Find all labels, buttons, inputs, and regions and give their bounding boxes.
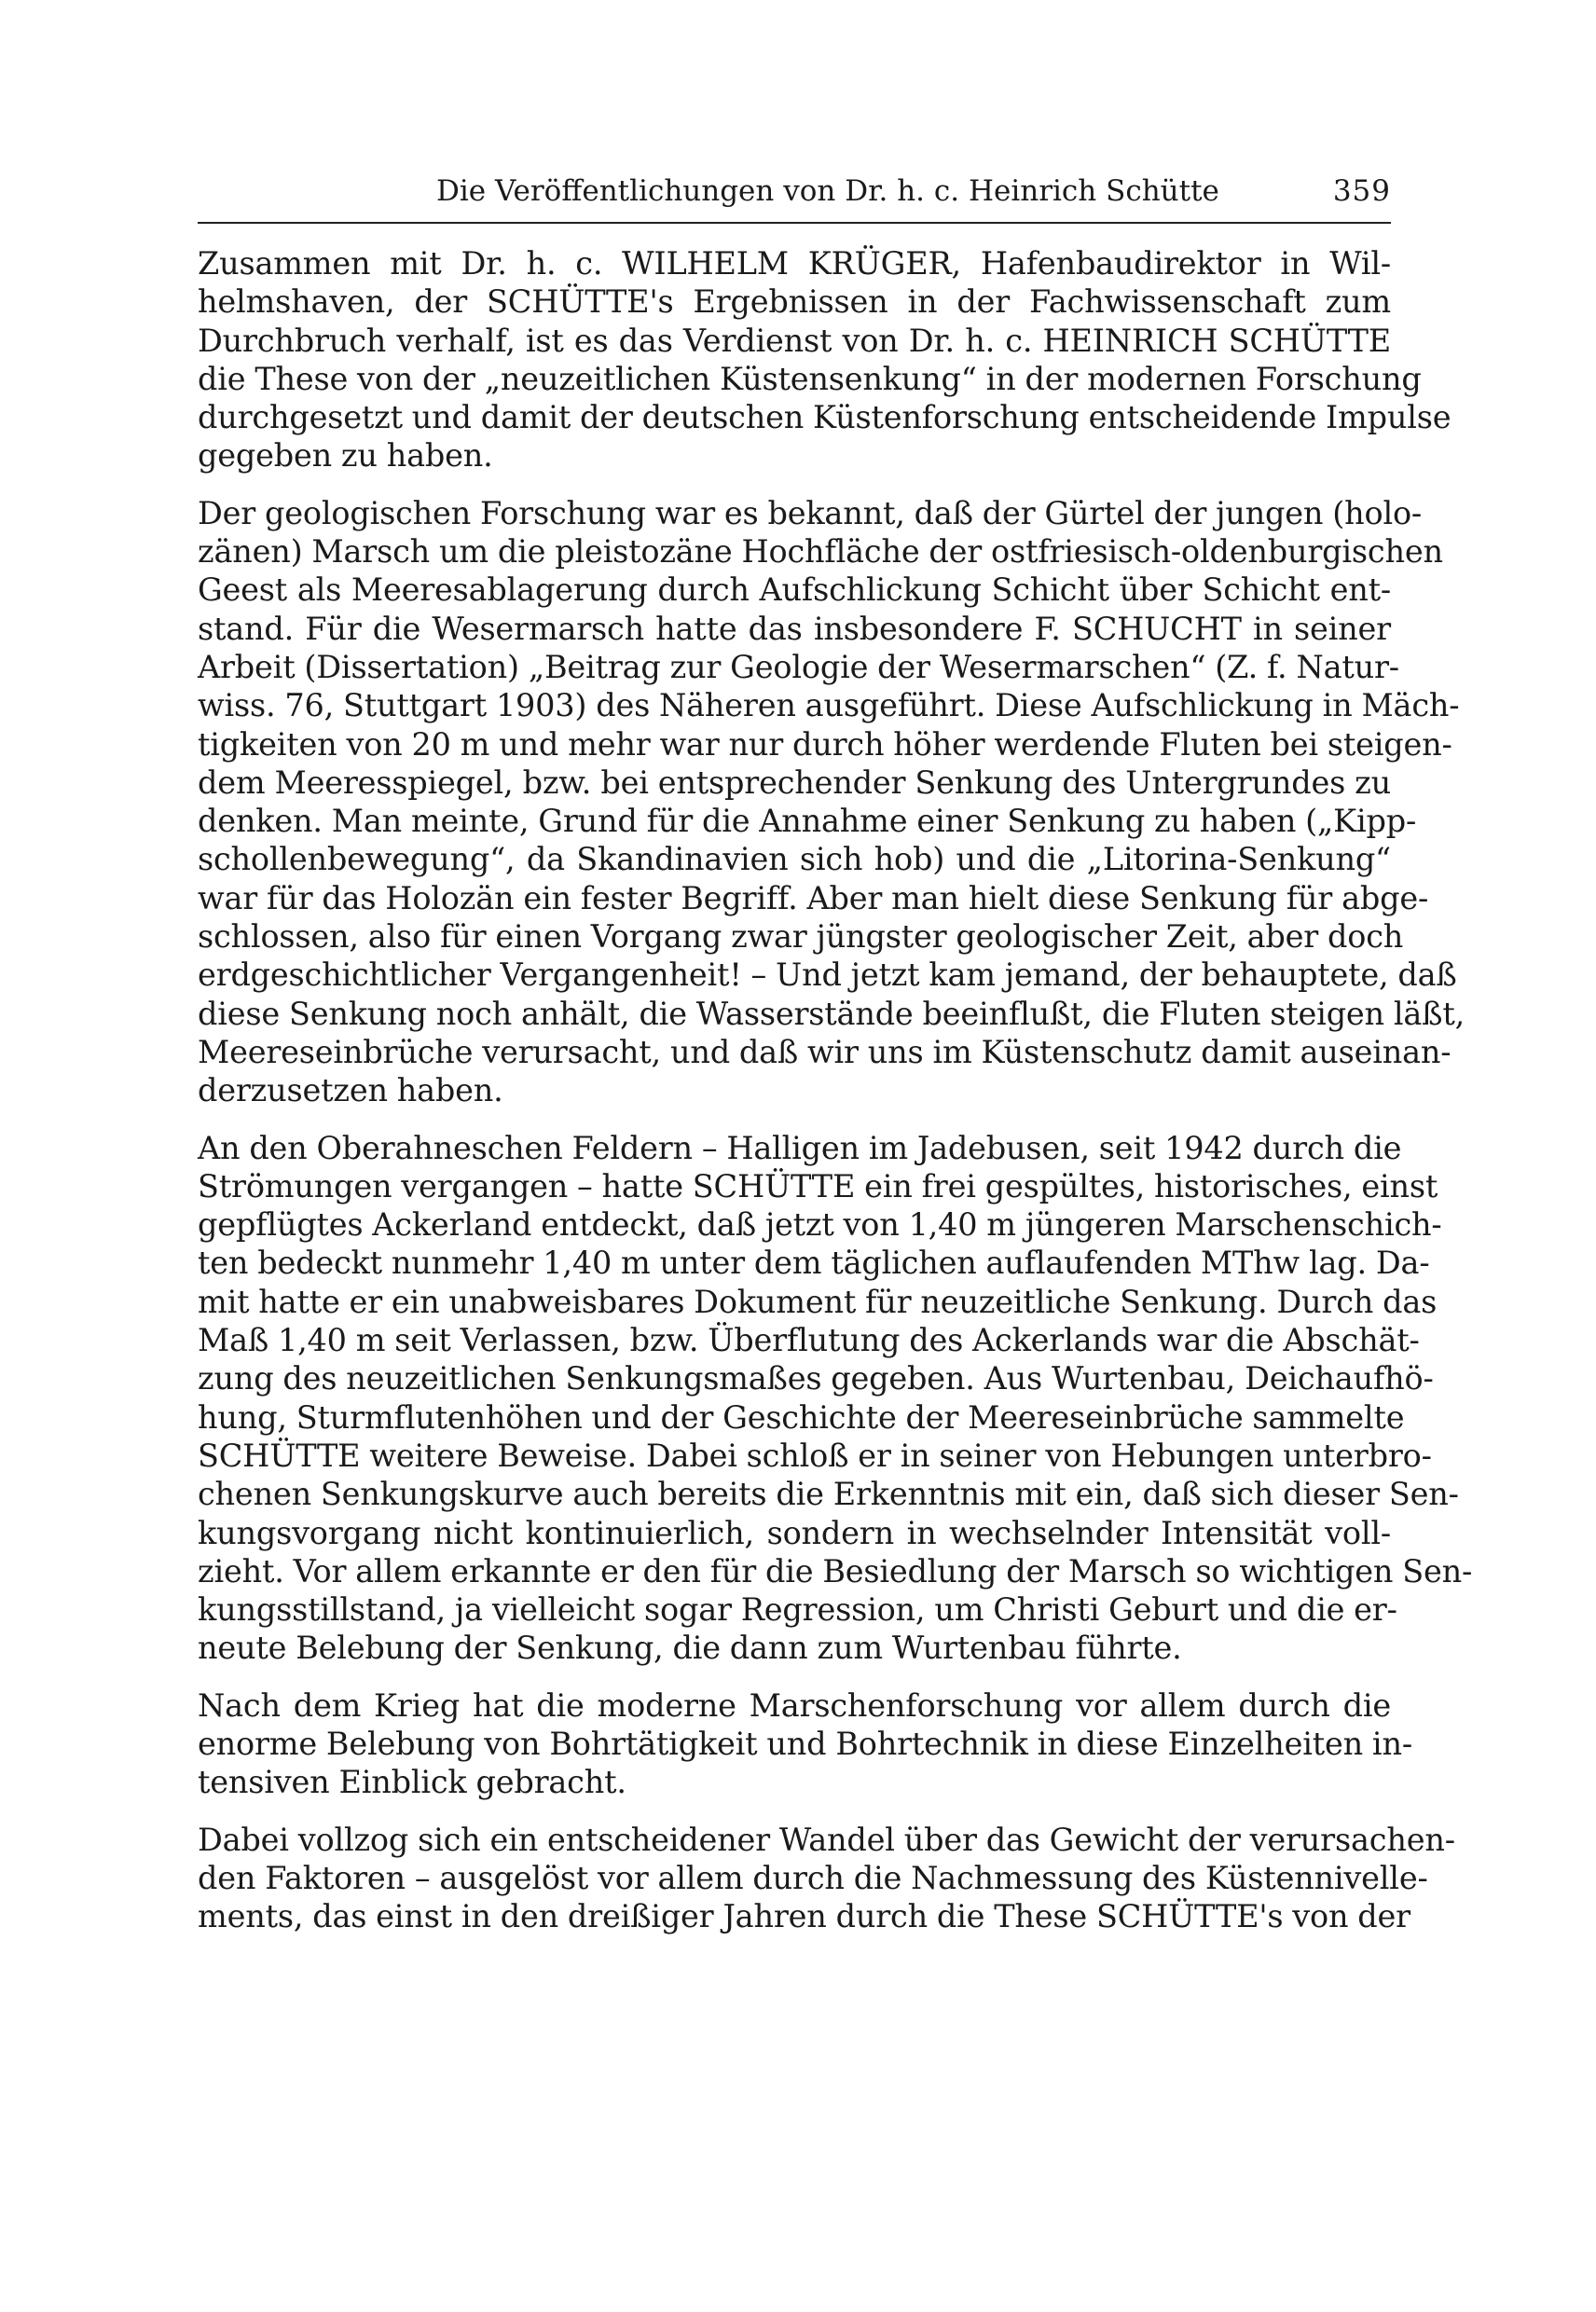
text-line: gepflügtes Ackerland entdeckt, daß jetzt von 1,40 m jüngeren Marschenschich-: [198, 1206, 1442, 1244]
text-line: die These von der „neuzeitlichen Küstensenkung“ in der modernen Forschung: [198, 360, 1422, 397]
text-line: Zusammen mit Dr. h. c. WILHELM KRÜGER, Hafenbaudirektor in Wil-: [198, 245, 1391, 282]
text-line: chenen Senkungskurve auch bereits die Erkenntnis mit ein, daß sich dieser Sen-: [198, 1476, 1459, 1513]
paragraph: [198, 494, 1465, 1110]
text-line: Der geologischen Forschung war es bekannt, daß der Gürtel der jungen (holo-: [198, 494, 1423, 531]
text-line: kungsvorgang nicht kontinuierlich, sondern in wechselnder Intensität voll-: [198, 1514, 1391, 1551]
text-line: kungsstillstand, ja vielleicht sogar Regression, um Christi Geburt und die er-: [198, 1591, 1397, 1629]
text-line: dem Meeresspiegel, bzw. bei entsprechender Senkung des Untergrundes zu: [198, 764, 1391, 801]
text-line: war für das Holozän ein fester Begriff. Aber man hielt diese Senkung für abge-: [198, 879, 1429, 916]
running-title: Die Veröffentlichungen von Dr. h. c. Heinrich Schütte: [436, 174, 1219, 208]
running-header: [198, 168, 1391, 214]
text-line: gegeben zu haben.: [198, 437, 493, 475]
text-line: ten bedeckt nunmehr 1,40 m unter dem täglichen auflaufenden MThw lag. Da-: [198, 1245, 1430, 1282]
header-rule: [198, 222, 1391, 224]
text-line: erdgeschichtlicher Vergangenheit! – Und jetzt kam jemand, der behauptete, daß: [198, 956, 1457, 994]
text-line: stand. Für die Wesermarsch hatte das insbesondere F. SCHUCHT in seiner: [198, 610, 1391, 647]
text-line: zieht. Vor allem erkannte er den für die Besiedlung der Marsch so wichtigen Sen-: [198, 1552, 1473, 1590]
text-line: zänen) Marsch um die pleistozäne Hochfläche der ostfriesisch-oldenburgischen: [198, 533, 1443, 571]
text-line: Durchbruch verhalf, ist es das Verdienst von Dr. h. c. HEINRICH SCHÜTTE: [198, 322, 1391, 359]
text-line: tensiven Einblick gebracht.: [198, 1764, 626, 1801]
body-text: [198, 244, 1473, 1954]
text-line: wiss. 76, Stuttgart 1903) des Näheren ausgeführt. Diese Aufschlickung in Mäch-: [198, 687, 1460, 724]
text-line: neute Belebung der Senkung, die dann zum Wurtenbau führte.: [198, 1630, 1182, 1667]
text-line: den Faktoren – ausgelöst vor allem durch die Nachmessung des Küstennivelle-: [198, 1859, 1428, 1896]
text-line: Dabei vollzog sich ein entscheidener Wandel über das Gewicht der verursachen-: [198, 1821, 1455, 1858]
text-line: enorme Belebung von Bohrtätigkeit und Bohrtechnik in diese Einzelheiten in-: [198, 1725, 1412, 1762]
text-line: durchgesetzt und damit der deutschen Küstenforschung entscheidende Impulse: [198, 399, 1452, 436]
paragraph: [198, 1129, 1473, 1668]
text-line: zung des neuzeitlichen Senkungsmaßes gegeben. Aus Wurtenbau, Deichaufhö-: [198, 1360, 1434, 1397]
text-line: diese Senkung noch anhält, die Wasserstände beeinflußt, die Fluten steigen läßt,: [198, 995, 1465, 1032]
text-line: tigkeiten von 20 m und mehr war nur durch höher werdende Fluten bei steigen-: [198, 725, 1452, 763]
text-line: SCHÜTTE weitere Beweise. Dabei schloß er in seiner von Hebungen unterbro-: [198, 1437, 1432, 1474]
text-line: Strömungen vergangen – hatte SCHÜTTE ein frei gespültes, historisches, einst: [198, 1167, 1438, 1204]
text-line: Arbeit (Dissertation) „Beitrag zur Geologie der Wesermarschen“ (Z. f. Natur-: [198, 648, 1399, 685]
text-line: Geest als Meeresablagerung durch Aufschlickung Schicht über Schicht ent-: [198, 571, 1391, 609]
text-line: Maß 1,40 m seit Verlassen, bzw. Überflutung des Ackerlands war die Abschät-: [198, 1322, 1420, 1359]
text-line: Nach dem Krieg hat die moderne Marschenforschung vor allem durch die: [198, 1686, 1391, 1724]
paragraph: [198, 1821, 1455, 1936]
text-line: ments, das einst in den dreißiger Jahren durch die These SCHÜTTE's von der: [198, 1898, 1410, 1935]
text-line: An den Oberahneschen Feldern – Halligen im Jadebusen, seit 1942 durch die: [198, 1129, 1402, 1166]
text-line: mit hatte er ein unabweisbares Dokument für neuzeitliche Senkung. Durch das: [198, 1283, 1438, 1320]
paragraph: [198, 244, 1452, 475]
text-line: schlossen, also für einen Vorgang zwar jüngster geologischer Zeit, aber doch: [198, 918, 1404, 956]
page-number: 359: [1332, 174, 1391, 208]
text-line: helmshaven, der SCHÜTTE's Ergebnissen in der Fachwissenschaft zum: [198, 283, 1391, 321]
paragraph: [198, 1686, 1412, 1802]
text-line: schollenbewegung“, da Skandinavien sich hob) und die „Litorina-Senkung“: [198, 841, 1391, 878]
text-line: Meereseinbrüche verursacht, und daß wir uns im Küstenschutz damit auseinan-: [198, 1033, 1452, 1070]
text-line: hung, Sturmflutenhöhen und der Geschichte der Meereseinbrüche sammelte: [198, 1398, 1405, 1436]
text-line: derzusetzen haben.: [198, 1072, 503, 1109]
text-line: denken. Man meinte, Grund für die Annahme einer Senkung zu haben („Kipp-: [198, 803, 1417, 840]
